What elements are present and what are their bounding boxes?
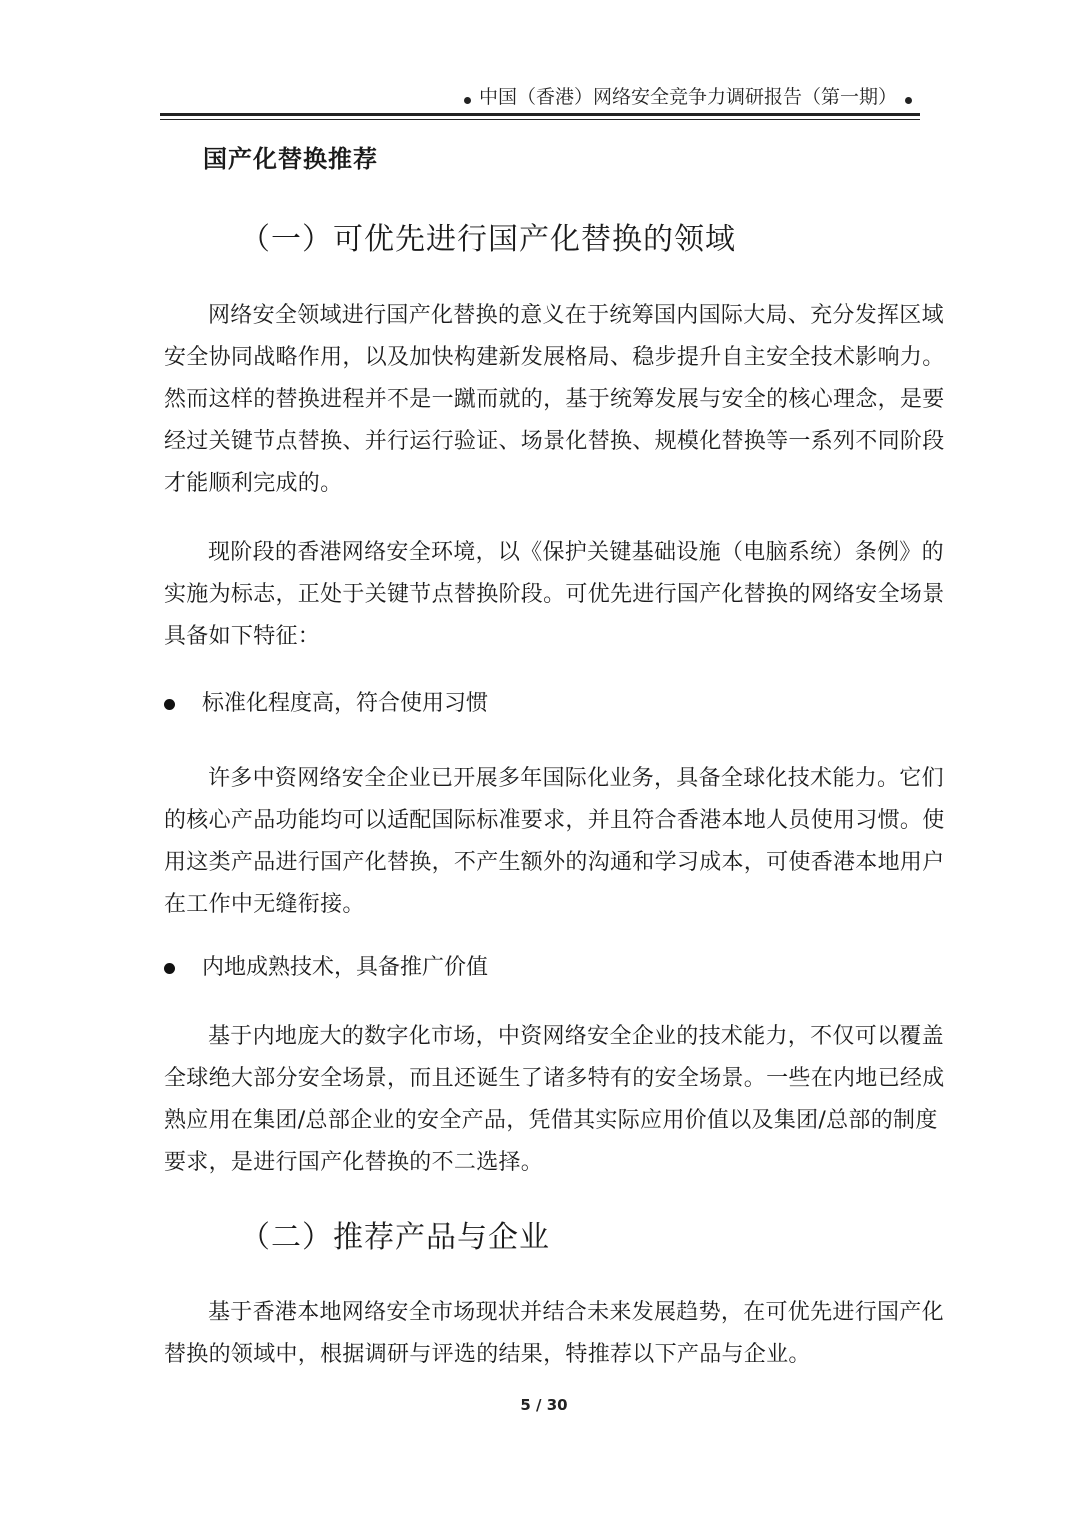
bullet-item-1 [164,687,488,721]
page-number: 5 / 30 [520,1396,568,1414]
paragraph-line: 安全协同战略作用，以及加快构建新发展格局、稳步提升自主安全技术影响力。 [164,345,945,370]
paragraph-line: 具备如下特征： [164,624,321,649]
bullet-icon [164,963,175,974]
paragraph-2 [164,532,945,658]
paragraph-line: 才能顺利完成的。 [164,471,343,496]
paragraph-1 [164,295,945,505]
paragraph-line: 的核心产品功能均可以适配国际标准要求，并且符合香港本地人员使用习惯。使 [164,808,945,833]
paragraph-line: 经过关键节点替换、并行运行验证、场景化替换、规模化替换等一系列不同阶段 [164,429,945,454]
subsection-heading-2: （二）推荐产品与企业 [240,1220,550,1255]
paragraph-3 [164,758,945,926]
paragraph-line: 用这类产品进行国产化替换，不产生额外的沟通和学习成本，可使香港本地用户 [164,850,945,875]
paragraph-line: 现阶段的香港网络安全环境，以《保护关键基础设施（电脑系统）条例》的 [208,540,944,565]
paragraph-line: 许多中资网络安全企业已开展多年国际化业务，具备全球化技术能力。它们 [208,766,944,791]
paragraph-line: 基于内地庞大的数字化市场，中资网络安全企业的技术能力，不仅可以覆盖 [208,1024,944,1049]
paragraph-line: 要求，是进行国产化替换的不二选择。 [164,1150,544,1175]
paragraph-line: 熟应用在集团/总部企业的安全产品，凭借其实际应用价值以及集团/总部的制度 [164,1108,938,1133]
paragraph-line: 替换的领域中，根据调研与评选的结果，特推荐以下产品与企业。 [164,1342,811,1367]
bullet-icon [164,699,175,710]
paragraph-5 [164,1292,944,1376]
header-title: 中国（香港）网络安全竞争力调研报告（第一期） [478,85,897,108]
header-rule-thin [160,119,920,120]
header-rule-thick [160,113,920,116]
paragraph-line: 网络安全领域进行国产化替换的意义在于统筹国内国际大局、充分发挥区域 [208,303,944,328]
header-bullet-right-icon [905,97,912,104]
paragraph-line: 基于香港本地网络安全市场现状并结合未来发展趋势，在可优先进行国产化 [208,1300,944,1325]
section-title: 国产化替换推荐 [203,145,378,173]
bullet-text: 标准化程度高，符合使用习惯 [202,691,489,716]
bullet-item-2 [164,951,488,985]
paragraph-line: 全球绝大部分安全场景，而且还诞生了诸多特有的安全场景。一些在内地已经成 [164,1066,945,1091]
paragraph-line: 实施为标志，正处于关键节点替换阶段。可优先进行国产化替换的网络安全场景 [164,582,945,607]
running-header [160,78,920,112]
paragraph-line: 然而这样的替换进程并不是一蹴而就的，基于统筹发展与安全的核心理念，是要 [164,387,945,412]
bullet-text: 内地成熟技术，具备推广价值 [202,955,489,980]
header-bullet-left-icon [464,97,471,104]
paragraph-line: 在工作中无缝衔接。 [164,892,365,917]
subsection-heading-1: （一）可优先进行国产化替换的领域 [240,222,736,257]
paragraph-4 [164,1016,945,1184]
